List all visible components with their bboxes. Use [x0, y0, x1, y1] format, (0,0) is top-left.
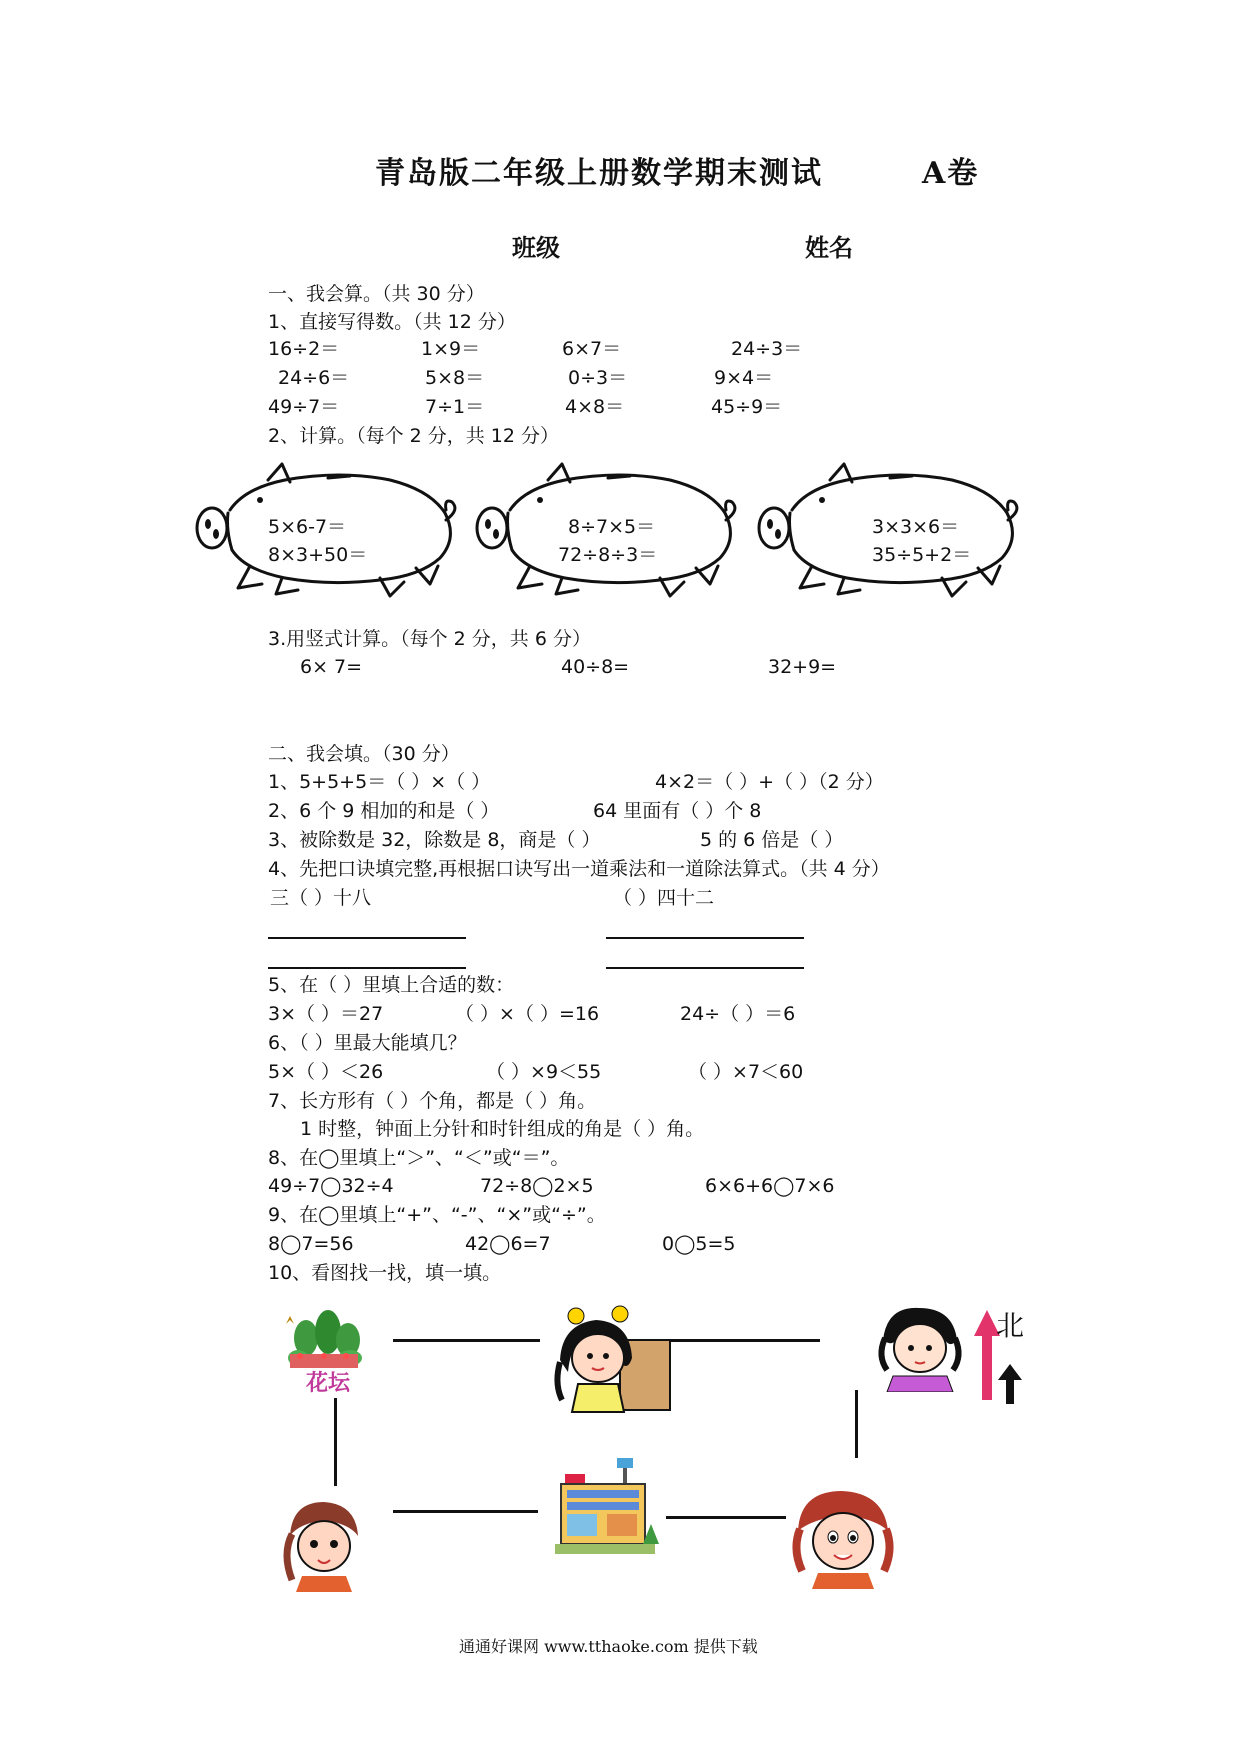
fill-item: 9、在◯里填上“+”、“-”、“×”或“÷”。: [268, 1204, 606, 1226]
fill-item: （ ）×9＜55: [486, 1061, 602, 1083]
calc-item: 45÷9＝: [711, 396, 783, 418]
fill-item: 64 里面有（ ）个 8: [593, 800, 762, 822]
pig-expression: 72÷8÷3＝: [558, 544, 658, 566]
q1-heading: 1、直接写得数。（共 12 分）: [268, 311, 516, 333]
pig-expression: 8÷7×5＝: [568, 516, 656, 538]
pig-expression: 3×3×6＝: [872, 516, 960, 538]
fill-item: （ ）×7＜60: [688, 1061, 804, 1083]
column-calc-item: 40÷8=: [561, 656, 630, 678]
calc-item: 16÷2＝: [268, 338, 340, 360]
arrow-up-icon: [998, 1364, 1022, 1404]
calc-item: 1×9＝: [421, 338, 481, 360]
footer-credit: 通通好课网 www.tthaoke.com 提供下载: [459, 1637, 758, 1656]
calc-item: 4×8＝: [565, 396, 625, 418]
girl-braids-icon: [280, 1494, 365, 1592]
calc-item: 24÷3＝: [731, 338, 803, 360]
multiplication-rhyme: （ ）四十二: [613, 887, 715, 909]
q3-heading: 3.用竖式计算。（每个 2 分，共 6 分）: [268, 628, 591, 650]
column-calc-item: 6× 7=: [300, 656, 363, 678]
fill-item: 2、6 个 9 相加的和是（ ）: [268, 800, 500, 822]
fill-item: 8、在◯里填上“＞”、“＜”或“＝”。: [268, 1147, 570, 1169]
path-line: [666, 1516, 786, 1519]
operator-item: 0◯5=5: [662, 1233, 736, 1255]
fill-item: （ ）×（ ）=16: [455, 1003, 600, 1025]
answer-line: [606, 937, 804, 939]
flowerbed-label: 花坛: [306, 1371, 351, 1396]
calc-item: 6×7＝: [562, 338, 622, 360]
building-icon: [555, 1450, 667, 1560]
fill-item: 3×（ ）＝27: [268, 1003, 384, 1025]
path-line: [393, 1510, 538, 1513]
section2-heading: 二、我会填。（30 分）: [268, 743, 460, 765]
path-line: [855, 1390, 858, 1458]
calc-item: 0÷3＝: [568, 367, 628, 389]
operator-item: 8◯7=56: [268, 1233, 354, 1255]
answer-line: [606, 967, 804, 969]
multiplication-rhyme: 三（ ）十八: [270, 887, 372, 909]
compare-item: 6×6+6◯7×6: [705, 1175, 835, 1197]
fill-item: 6、（ ）里最大能填几？: [268, 1032, 467, 1054]
fill-item: 5、在（ ）里填上合适的数：: [268, 974, 515, 996]
calc-item: 5×8＝: [425, 367, 485, 389]
calc-item: 49÷7＝: [268, 396, 340, 418]
answer-line: [268, 967, 466, 969]
operator-item: 42◯6=7: [465, 1233, 551, 1255]
fill-item: 3、被除数是 32，除数是 8，商是（ ）: [268, 829, 601, 851]
pig-expression: 35÷5+2＝: [872, 544, 972, 566]
fill-item: 7、长方形有（ ）个角，都是（ ）角。: [268, 1090, 597, 1112]
fill-item: 1 时整，钟面上分针和时针组成的角是（ ）角。: [300, 1118, 705, 1140]
class-label: 班级: [512, 233, 560, 262]
calc-item: 7÷1＝: [425, 396, 485, 418]
fill-item: 5×（ ）＜26: [268, 1061, 384, 1083]
page-title: 青岛版二年级上册数学期末测试: [375, 156, 823, 191]
girl-portrait-icon: [873, 1300, 968, 1392]
fill-item: 10、看图找一找，填一填。: [268, 1262, 502, 1284]
compare-item: 72÷8◯2×5: [480, 1175, 594, 1197]
fill-item: 4×2＝（ ）+（ ）（2 分）: [655, 771, 884, 793]
paper-label: A卷: [922, 156, 980, 191]
fill-item: 5 的 6 倍是（ ）: [700, 829, 844, 851]
girl-reading-icon: [550, 1300, 675, 1415]
fill-item: 24÷（ ）＝6: [680, 1003, 796, 1025]
pig-expression: 8×3+50＝: [268, 544, 368, 566]
fill-item: 4、先把口诀填完整,再根据口诀写出一道乘法和一道除法算式。（共 4 分）: [268, 858, 890, 880]
section1-heading: 一、我会算。（共 30 分）: [268, 283, 485, 305]
calc-item: 9×4＝: [714, 367, 774, 389]
girl-smiling-icon: [788, 1485, 898, 1589]
path-line: [670, 1339, 820, 1342]
compare-item: 49÷7◯32÷4: [268, 1175, 394, 1197]
q2-heading: 2、计算。（每个 2 分，共 12 分）: [268, 425, 560, 447]
pig-expression: 5×6-7＝: [268, 516, 347, 538]
path-line: [393, 1339, 540, 1342]
path-line: [334, 1398, 337, 1486]
fill-item: 1、5+5+5＝（ ）×（ ）: [268, 771, 491, 793]
calc-item: 24÷6＝: [278, 367, 350, 389]
column-calc-item: 32+9=: [768, 656, 837, 678]
name-label: 姓名: [805, 233, 853, 262]
north-label: 北: [996, 1309, 1025, 1342]
answer-line: [268, 937, 466, 939]
